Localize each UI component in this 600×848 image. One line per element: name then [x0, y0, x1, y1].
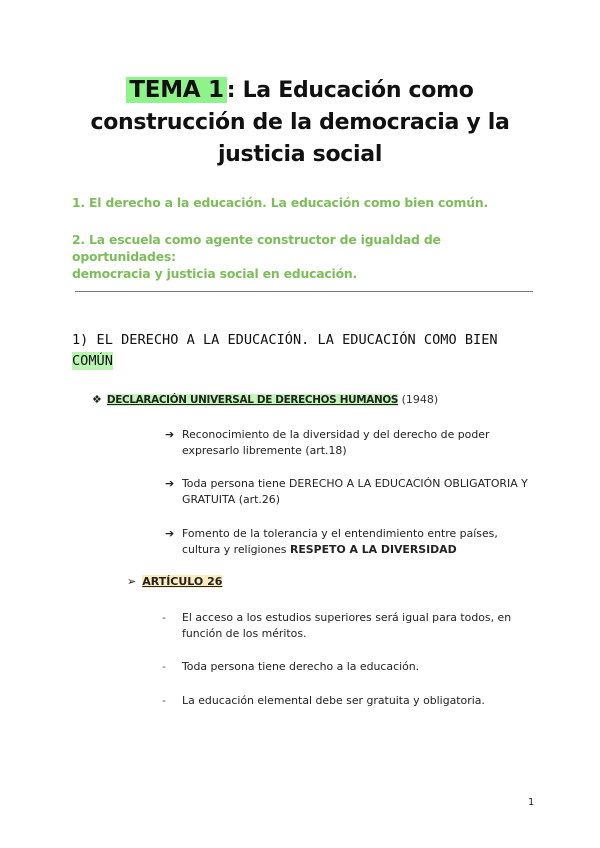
toc-item-1: 1. El derecho a la educación. La educación como bien común.: [72, 195, 488, 210]
diamond-bullet-icon: ❖: [92, 393, 102, 406]
article-label: ARTÍCULO 26: [142, 575, 223, 588]
title-line-2: construcción de la democracia y la: [90, 110, 510, 135]
list-item-line: El acceso a los estudios superiores será igual para todos, en: [182, 611, 512, 624]
toc-item-2-line-2: democracia y justicia social en educación.: [72, 266, 358, 281]
list-item-line: Toda persona tiene derecho a la educación.: [182, 660, 420, 673]
list-item-line: expresarlo libremente (art.18): [182, 444, 347, 457]
page-number: 1: [528, 797, 535, 808]
dash-bullet-icon: -: [162, 694, 166, 707]
declaration-year: (1948): [401, 393, 439, 406]
list-item-line: Reconocimiento de la diversidad y del derecho de poder: [182, 428, 490, 441]
declaration-label: DECLARACIÓN UNIVERSAL DE DERECHOS HUMANOS: [106, 394, 399, 406]
title-line-3: justicia social: [217, 142, 383, 167]
list-item-line: Fomento de la tolerancia y el entendimiento entre países,: [182, 527, 498, 540]
dash-bullet-icon: -: [162, 611, 166, 624]
list-item-line: función de los méritos.: [182, 627, 307, 640]
document-title: [60, 74, 540, 171]
section-heading-line-2: COMÚN: [72, 353, 113, 369]
title-line-1: [60, 74, 540, 107]
section-heading: [72, 330, 536, 372]
title-line-1-rest: : La Educación como: [226, 78, 474, 103]
triangle-bullet-icon: ➢: [127, 575, 137, 588]
toc-item-2-line-1: 2. La escuela como agente constructor de igualdad de oportunidades:: [72, 232, 441, 264]
horizontal-divider: [75, 291, 533, 292]
emphasis-text: RESPETO A LA DIVERSIDAD: [289, 543, 457, 556]
section-heading-line-1: 1) EL DERECHO A LA EDUCACIÓN. LA EDUCACIÓN COMO BIEN: [72, 332, 498, 348]
list-item-line: Toda persona tiene DERECHO A LA EDUCACIÓN OBLIGATORIA Y: [182, 477, 528, 490]
arrow-bullet-icon: ➔: [165, 477, 175, 490]
toc-item-2: [72, 231, 542, 282]
list-item-line: cultura y religiones: [182, 543, 290, 556]
article-bullet: [127, 575, 222, 588]
declaration-bullet: [92, 393, 438, 406]
list-item-line: La educación elemental debe ser gratuita y obligatoria.: [182, 694, 485, 707]
list-item-line: GRATUITA (art.26): [182, 493, 280, 506]
title-highlight: TEMA 1: [126, 77, 226, 103]
arrow-bullet-icon: ➔: [165, 428, 175, 441]
dash-bullet-icon: -: [162, 660, 166, 673]
arrow-bullet-icon: ➔: [165, 527, 175, 540]
